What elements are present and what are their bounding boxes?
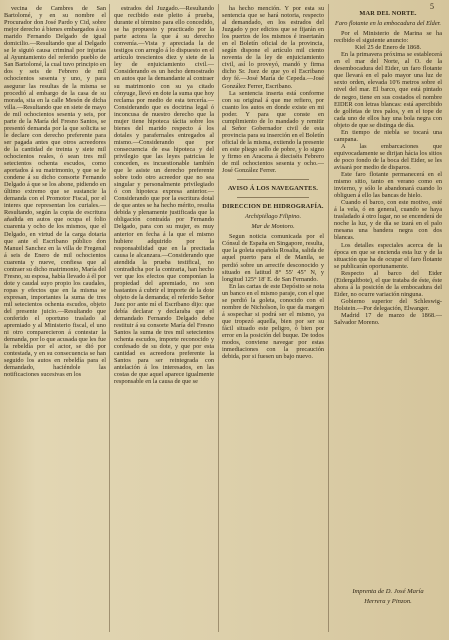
heading-mar-norte: MAR DEL NORTE.	[359, 10, 417, 17]
column-2	[114, 5, 214, 631]
paragraph: Gobierno superior del Schleswig-Holstein.—Por delegación, Elwanger.	[334, 297, 442, 312]
column-1	[4, 5, 106, 631]
paragraph: vecina de Cambres de San Bartolomé, y en su nombre el Procurador don José Pardo y Cid, sobre mejor derecho á bienes embargados á su marido Fernando Delgado de igual domicilio.—Resultando que al Delgado se le siguió causa criminal por injurias al Ayuntamiento del referido pueblo de San Bartolomé, la cual tuvo principio en dos y seis de Febrero de mil ochocientos sesenta y uno, y para asegurar las resultas de la misma se procedió al embargo de la casa de su morada, sita en la calle Mesón de dicha villa.—Resultando que en siete de mayo de mil ochocientos sesenta y seis, por parte de la María del Fresno Santos, se presentó demanda por la que solicita se le declare con derecho preferente para ser pagada antes que otros acreedores de la cantidad de treinta y siete mil ochocientos reales, ó sean tres mil setecientos ochenta escudos, como aportados á su matrimonio, y que se le condene á su dicho consorte Fernando Delgado á que se los abone, pidiendo en último extremo que se sustancie la demanda con el Promotor Fiscal, por el interes que representan los curiales.—Resultando, según la copia de escritura añadida en autos que ocupa el folio cuarenta y ocho de los mismos, que el Delgado, en virtud de la carga dotaria que ante el Escribano público don Manuel Sanchez en la villa de Fregenal á seis de Enero de mil ochocientos cuarenta y nueve, confiesa que al contraer su dicho matrimonio, María del Fresno, su esposa, había llevado á él por dote y caudal suyo propio los caudales, ropas y efectos que en la misma se expresan, importantes la suma de tres mil setecientos ochenta escudos, objeto del presente juicio.—Resultando que conferido el oportuno traslado al apremiado y al Ministerio fiscal, el uno ni otro comparecieron á contestar la demanda, por lo que acusada que les fue la rebeldía por el actor, se dió por contestada, y en su consecuencia se han seguido los autos en rebeldía para el demandado, haciéndole las notificaciones sucesivas en los	[4, 5, 106, 379]
paragraph: Por el Ministerio de Marina se ha recibido el siguiente anuncio:	[334, 30, 442, 45]
imprint-line: Herrera y Pinzon.	[364, 598, 412, 605]
column-3	[222, 5, 324, 631]
paragraph: Madrid 17 de marzo de 1868.—Salvador Moreno.	[334, 311, 442, 327]
column-4	[334, 5, 442, 631]
paragraph: Segun noticia comunicada por el Cónsul de España en Singapore, resulta, que la goleta española Rosalia, salida de aquel puerto para el de Manila, se perdió sobre un arrecife desconocido y situado en latitud 8° 55' 45'' N, y longitud 125° 18' E. de San Fernando.	[222, 233, 324, 283]
heading-navegantes: AVISO Á LOS NAVEGANTES.	[227, 185, 319, 193]
subhead-faro: Faro flotante en la embocadura del Elder.	[335, 20, 441, 28]
column-rule	[328, 4, 329, 632]
paragraph: En las cartas de este Depósito se nota un banco en el mismo paraje, con el que se perdió la goleta, conocido con el nombre de Nicholson, lo que da margen á sospechar si podrá ser el mismo, ya que tropezó aquella, bien por ser su fácil situado este peligro, ó bien por error en la posición del buque. De todos modos, conviene navegar por estas inmediaciones con la precaución debida, por si fuesen un bajo nuevo.	[222, 282, 324, 361]
sea-montoro: Mar de Montoro.	[251, 223, 295, 231]
place-archipielago: Archipiélago Filipino.	[244, 213, 302, 221]
paragraph: En tiempo de niebla se tocará una campana.	[334, 128, 442, 143]
section-divider	[237, 179, 308, 180]
dateline: Kiel 25 de Enero de 1868.	[354, 44, 422, 52]
imprint-line: Imprenta de D. José María	[352, 588, 424, 595]
printer-imprint	[334, 587, 442, 607]
paragraph: A las embarcaciones que equivocadamente se dirijan hácia los sitios de poco fondo de la boca del Eider, se les avisará por medio de disparos.	[334, 142, 442, 171]
column-rule	[109, 4, 110, 632]
paragraph: En la primavera próxima se establecerá en el mar del Norte, al O. de la desembocadura del Eider, un faro flotante que llevará en el palo mayor una luz de sexto orden, elevada 10'6 metros sobre el nivel del mar. El barco, que está pintado de negro, tiene en sus costados el nombre EIDER con letras blancas: está apercibido de golfetas de tres palos, y en el tope de cada uno de ellos hay una bola negra con objeto de que se distinga de día.	[334, 51, 442, 129]
paragraph: Cuando el barco, con este motivo, esté á la vela, ó en general, cuando se haya trasladado á otro lugar, no se encenderá de noche la luz, y de día se izará en el palo mesana una bandera negra con dos blancas.	[334, 199, 442, 242]
page-number: 5	[430, 2, 434, 11]
paragraph: ha hecho mención. Y por esta su sentencia que se hará notoria, respecto al demandado, en los estrados del Juzgado y por edictos que se fijarán en los puertos de los mismos é insertarán en el Boletín oficial de la provincia, según dispone el artículo mil ciento noventa de la ley de enjuiciamiento civil, así lo proveyó, mandó y firma dicho Sr. Juez de que yo el Escribano doy fé.—José María de Cepeda.—José González Ferrer, Escribano.	[222, 5, 324, 90]
paragraph: Los detalles especiales acerca de la época en que se encienda esta luz y de la situación que ha de ocupar el faro flotante se publicarán oportunamente.	[334, 241, 442, 270]
paragraph: La sentencia inserta está conforme con su original á que me refiero, por cuanto los autos en donde existe en mi poder. Y para que conste en cumplimiento de lo mandado y remitir al Señor Gobernador civil de esta provincia para su inserción en el Boletín oficial de la misma, extiendo la presente en este pliego sello de pobre, y lo signo y firmo en Aracena á dieciséis Febrero de mil ochocientos sesenta y ocho.—José González Ferrer.	[222, 89, 324, 175]
heading-direccion: DIRECCION DE HIDROGRAFÍA.	[222, 203, 324, 211]
paragraph: Este faro flotante permanecerá en el mismo sitio, tanto en verano como en invierno, y sólo le abandonará cuando lo obliguen á ello las bancas de hielo.	[334, 171, 442, 200]
column-rule	[218, 4, 219, 632]
paragraph: Respecto al barco del Eider (Eidergaltbote), el que trataba de éste, éste ahora á la posición de la embocadura del Eider, no ocurre variación ninguna.	[334, 269, 442, 298]
section-divider	[237, 197, 308, 198]
paragraph: estrados del Juzgado.—Resultando que recibido este pleito á prueba, durante el término para ello concedido, se ha propuesto y practicado por la parte actora la que á su derecho convenía.—Vista y apreciada la de testigos con arreglo á lo dispuesto en el artículo trescientos diez y siete de la ley de enjuiciamiento civil.—Considerando es un hecho demostrado en autos que la demandante al contraer su matrimonio con su ya citado cónyuge, llevó en dote la suma que hoy reclama por medio de esta tercería.—Considerando que es doctrina legal ó inconcusa de nuestro derecho que la mujer tiene hipoteca tácita sobre los bienes del marido respecto á los dotales y parafernales entregados al mismo.—Considerando que por consecuencia de esa hipoteca y del privilegio que las leyes patricias le conceden, es incuestionable también que le asiste un derecho preferente sobre todo otro acreedor que no sea singular y personalmente privilegiado ó con hipoteca expresa anterior.—Considerando que por la escritura dotal de que antes se ha hecho mérito, resulta debida y plenamente justificada que la obligación contraída por Fernando Delgado, para con su mujer, es muy anterior en fecha á la que el mismo hubiere adquirido por la responsabilidad que en la precitada causa le alcanzara.—Considerando que atendida la prueba testifical, no contradicha por la contraria, han hecho ver que los efectos que componían la propiedad del apremiado, no son bastantes á cubrir el importe de la dote objeto de la demanda; el referido Señor Juez por ante mí el Escribano dijo: que debía declarar y declaraba que el demandado Fernando Delgado debe restituir á su consorte María del Fresno Santos la suma de tres mil setecientos ochenta escudos, importe reconocido y confesado de su dote, y que por esta cantidad es acreedora preferente la Santos para ser reintegrada con antelación á los interesados, en las costas de que aquel aparece igualmente responsable en la causa de que se	[114, 5, 214, 386]
